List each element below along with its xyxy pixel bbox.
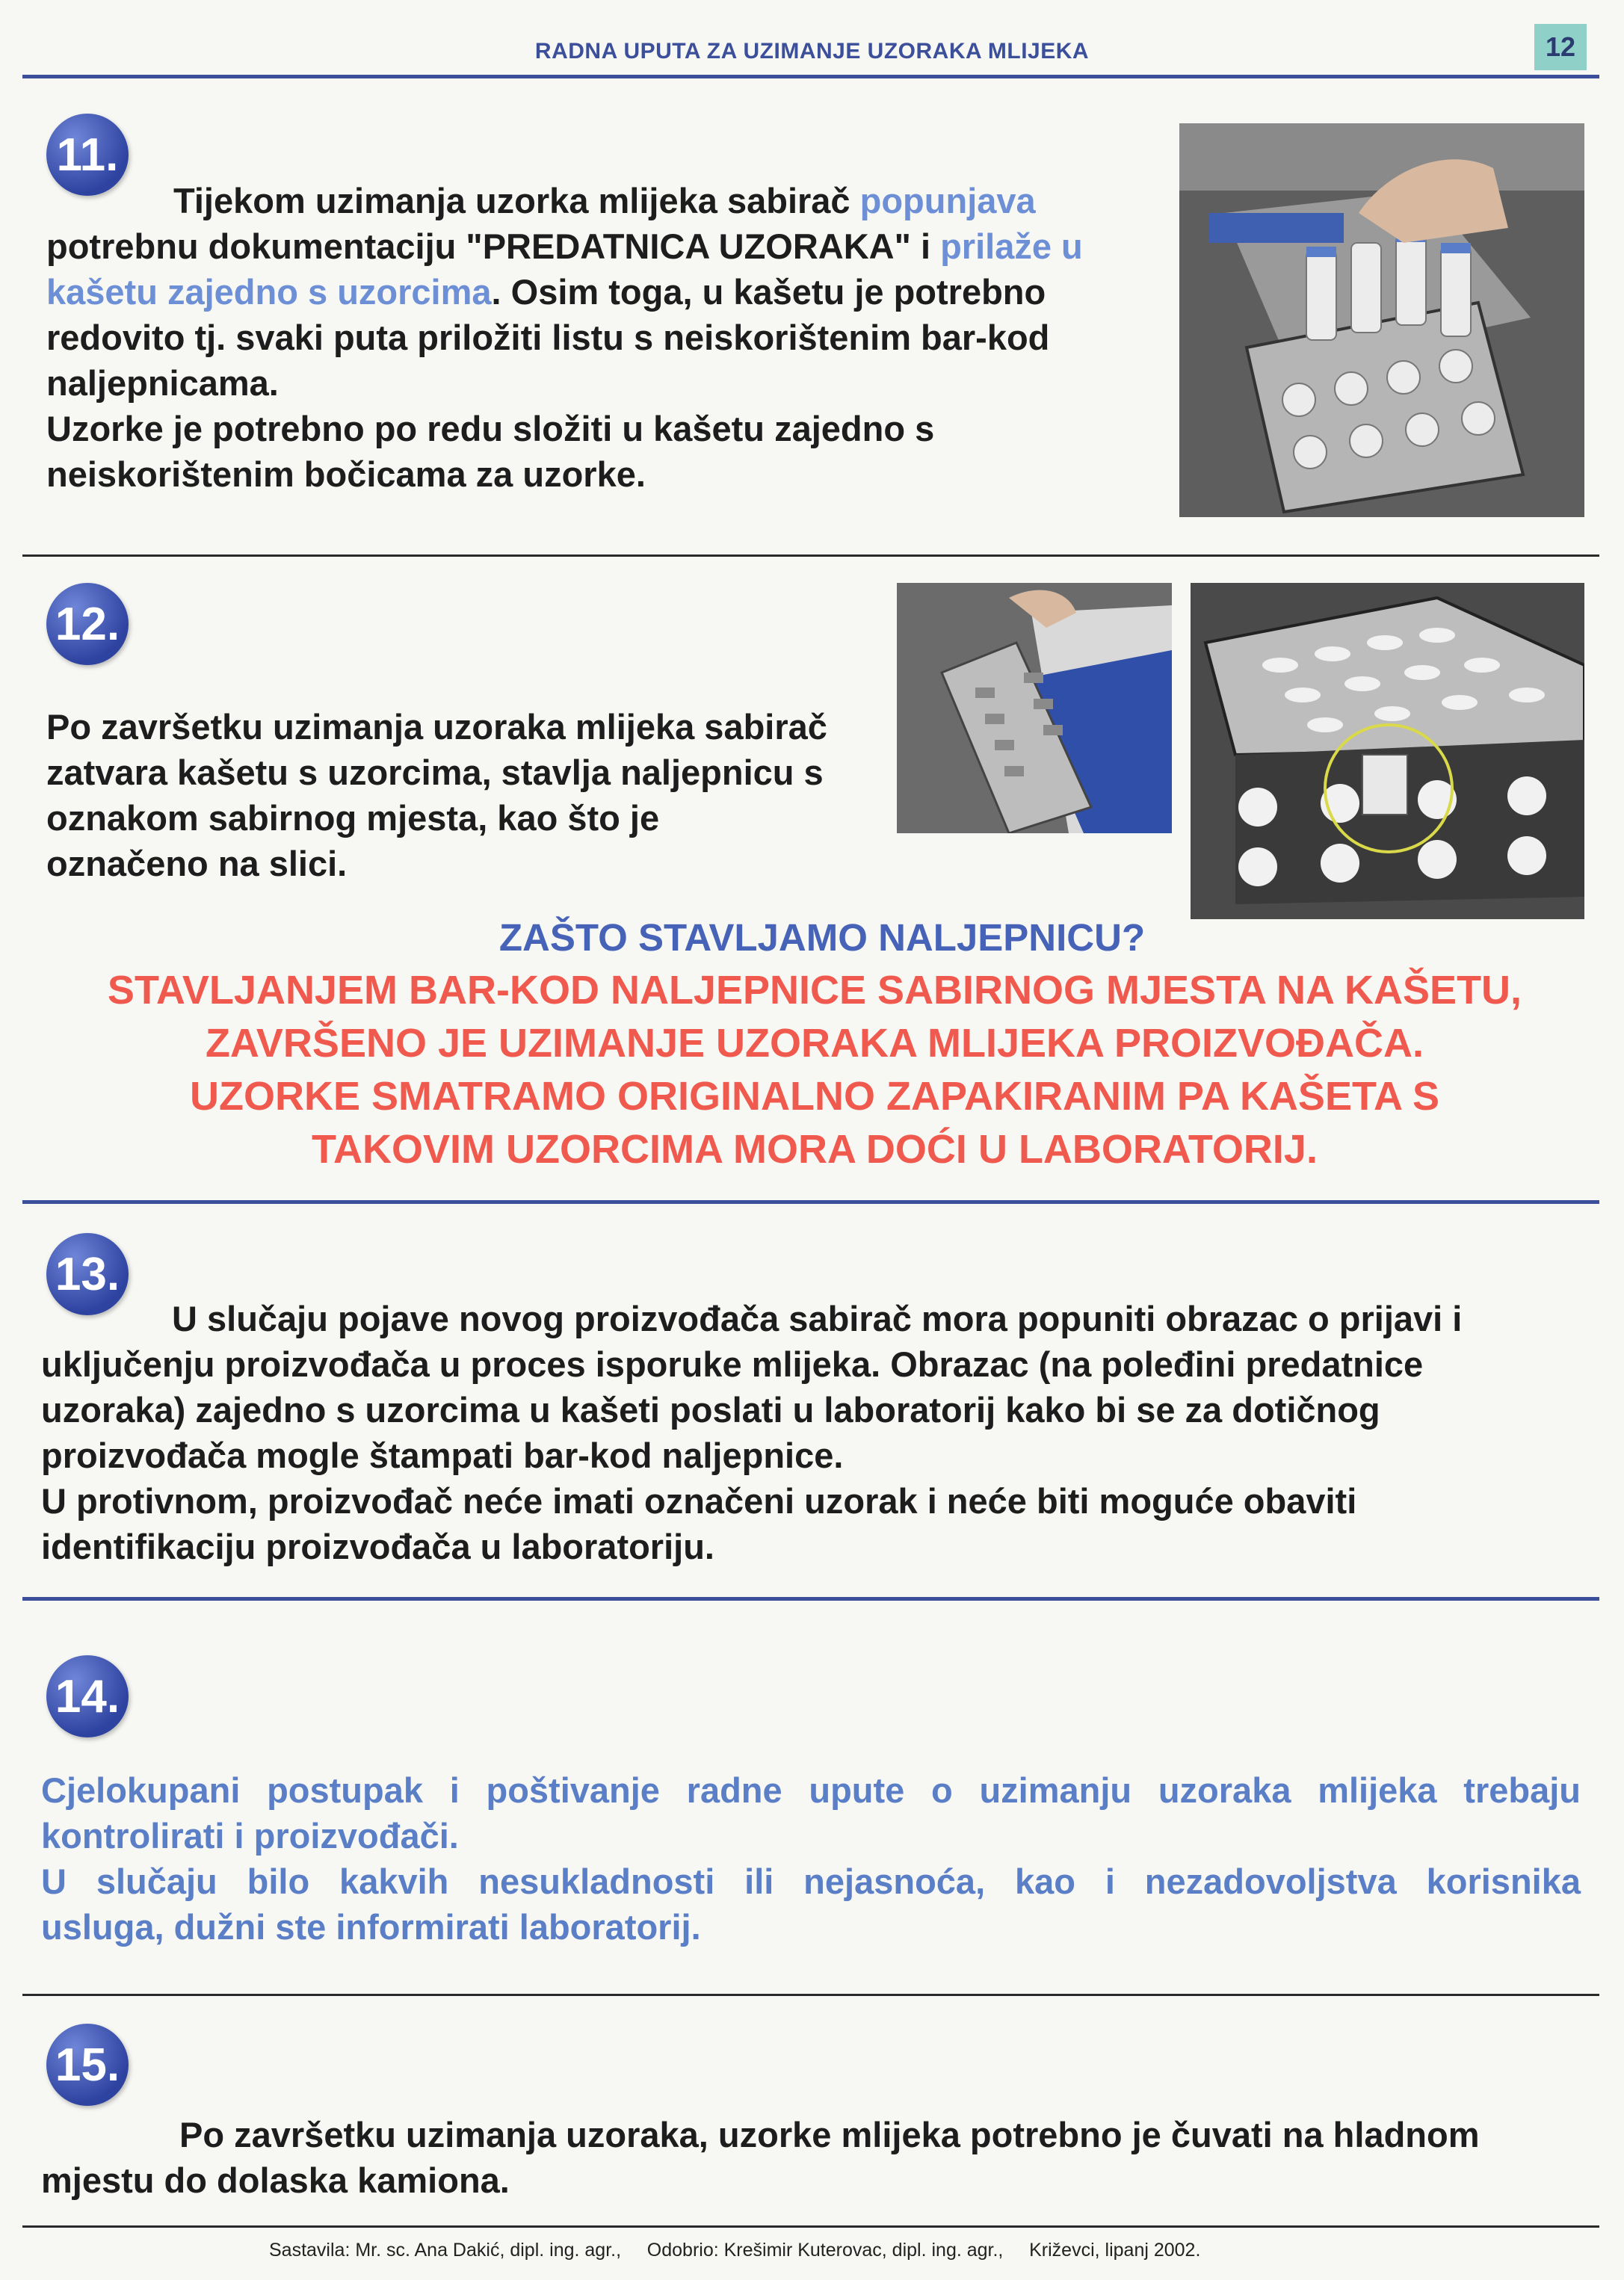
step-13-line4: proizvođača mogle štampati bar-kod naljepnice. [41, 1436, 844, 1475]
sealed-crate-with-label-photo [1191, 583, 1584, 919]
step-12-line2: zatvara kašetu s uzorcima, stavlja naljepnicu s [46, 753, 824, 792]
step-15-line1: Po završetku uzimanja uzoraka, uzorke mlijeka potrebno je čuvati na hladnom [179, 2115, 1480, 2154]
footer-author: Sastavila: Mr. sc. Ana Dakić, dipl. ing. agr., [269, 2240, 622, 2261]
step-14-line4: usluga, dužni ste informirati laboratorij. [41, 1907, 701, 1947]
step-12-line1: Po završetku uzimanja uzoraka mlijeka sabirač [46, 707, 827, 747]
crate-with-samples-illustration [1179, 123, 1584, 517]
step-14-line1: Cjelokupani postupak i poštivanje radne upute o uzimanju uzoraka mlijeka trebaju [41, 1770, 1581, 1810]
step-11-line6: Uzorke je potrebno po redu složiti u kašetu zajedno s [46, 409, 935, 448]
step-11-line7: neiskorištenim bočicama za uzorke. [46, 454, 646, 494]
step-14-badge: 14. [46, 1655, 129, 1737]
section-divider-13-14 [22, 1597, 1599, 1601]
answer-block [30, 964, 1599, 1176]
step-13-line2: uključenju proizvođača u proces isporuke mlijeka. Obrazac (na poleđini predatnice [41, 1344, 1424, 1384]
step-11-line1: Tijekom uzimanja uzorka mlijeka sabirač [173, 181, 860, 220]
sealed-crate-with-label-illustration [1191, 583, 1584, 919]
footer-place-date: Križevci, lipanj 2002. [1029, 2240, 1201, 2261]
step-15-badge: 15. [46, 2024, 129, 2106]
step-13-badge: 13. [46, 1233, 129, 1315]
closing-crate-illustration [897, 583, 1172, 833]
step-11-highlight-kasetu: kašetu zajedno s uzorcima [46, 272, 492, 312]
step-11-text [46, 178, 1167, 497]
step-14-line3: U slučaju bilo kakvih nesukladnosti ili nejasnoća, kao i nezadovoljstva korisnika [41, 1862, 1581, 1901]
step-15-text [41, 2112, 1581, 2203]
step-13-text [41, 1296, 1596, 1569]
step-11-line5: naljepnicama. [46, 363, 279, 403]
step-11-line4: redovito tj. svaki puta priložiti listu s neiskorištenim bar-kod [46, 318, 1050, 357]
answer-line3: UZORKE SMATRAMO ORIGINALNO ZAPAKIRANIM PA KAŠETA S [190, 1074, 1439, 1119]
step-12-line3: oznakom sabirnog mjesta, kao što je [46, 798, 660, 838]
crate-with-samples-photo [1179, 123, 1584, 517]
section-divider-11-12 [22, 554, 1599, 557]
step-11-highlight-prilaze: prilaže u [940, 226, 1083, 266]
answer-line2: ZAVRŠENO JE UZIMANJE UZORAKA MLIJEKA PROIZVOĐAČA. [205, 1021, 1424, 1066]
section-divider-14-15 [22, 1994, 1599, 1996]
step-12-text [46, 704, 898, 886]
step-14-text [41, 1767, 1581, 1950]
step-11-badge: 11. [46, 114, 129, 196]
step-12-line4: označeno na slici. [46, 844, 348, 883]
footer [269, 2240, 1540, 2261]
step-13-line3: uzoraka) zajedno s uzorcima u kašeti poslati u laboratorij kako bi se za dotičnog [41, 1390, 1380, 1430]
step-11-highlight-popunjava: popunjava [859, 181, 1036, 220]
step-11-line3: . Osim toga, u kašetu je potrebno [491, 272, 1046, 312]
header-divider [22, 75, 1599, 78]
footer-approved: Odobrio: Krešimir Kuterovac, dipl. ing. agr., [646, 2240, 1004, 2261]
answer-line1: STAVLJANJEM BAR-KOD NALJEPNICE SABIRNOG MJESTA NA KAŠETU, [107, 968, 1522, 1013]
answer-line4: TAKOVIM UZORCIMA MORA DOĆI U LABORATORIJ. [312, 1127, 1318, 1172]
step-13-line5: U protivnom, proizvođač neće imati označeni uzorak i neće biti moguće obaviti [41, 1481, 1357, 1521]
page-number-badge: 12 [1534, 24, 1587, 70]
closing-crate-photo [897, 583, 1172, 833]
step-12-badge: 12. [46, 583, 129, 665]
step-11-line2: potrebnu dokumentaciju "PREDATNICA UZORAKA" i [46, 226, 941, 266]
document-header-title: RADNA UPUTA ZA UZIMANJE UZORAKA MLIJEKA [534, 39, 1090, 64]
step-13-line6: identifikaciju proizvođača u laboratoriju. [41, 1527, 714, 1566]
step-15-line2: mjestu do dolaska kamiona. [41, 2160, 510, 2200]
question-heading: ZAŠTO STAVLJAMO NALJEPNICU? [498, 916, 1146, 959]
footer-divider [22, 2225, 1599, 2228]
step-13-line1: U slučaju pojave novog proizvođača sabirač mora popuniti obrazac o prijavi i [172, 1299, 1463, 1338]
section-divider-12-13 [22, 1200, 1599, 1204]
step-14-line2: kontrolirati i proizvođači. [41, 1816, 459, 1856]
